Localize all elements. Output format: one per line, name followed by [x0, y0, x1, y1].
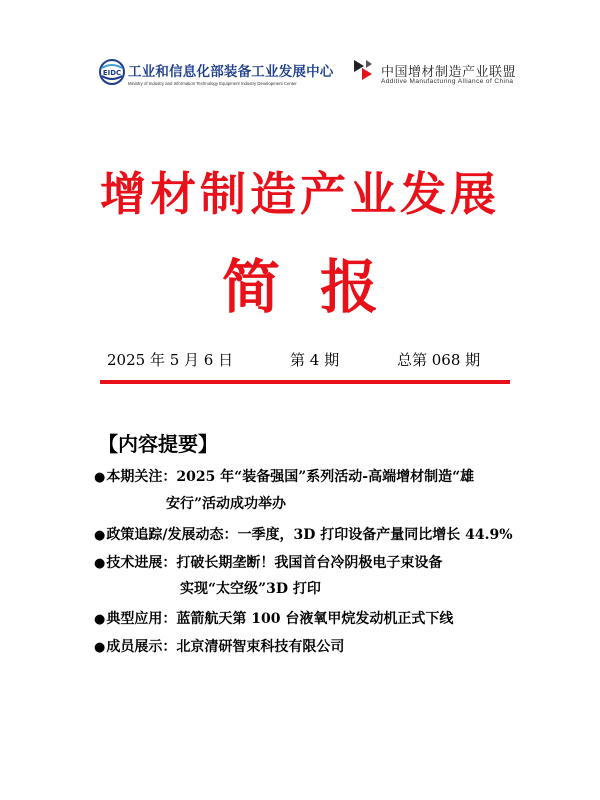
summary-item-text: 一季度，3D 打印设备产量同比增长 44.9% — [237, 527, 513, 543]
bulletin-title: 增材制造产业发展 — [100, 167, 500, 221]
summary-item-category: 政策追踪/发展动态： — [106, 527, 238, 543]
bullet-icon: ● — [94, 640, 106, 655]
bullet-icon: ● — [94, 556, 106, 571]
summary-item — [94, 608, 453, 628]
red-divider — [100, 380, 510, 384]
amac-name-cn: 中国增材制造产业联盟 — [381, 65, 517, 80]
bulletin-subtitle: 简报 — [221, 253, 418, 321]
summary-item-text: 蓝箭航天第 100 台液氧甲烷发动机正式下线 — [176, 611, 454, 627]
summary-item-text: 打破长期垄断！我国首台冷阴极电子束设备 — [176, 555, 443, 571]
eidc-name-en: Ministry of Industry and Information Technology Equipment Industry Development Center — [128, 81, 297, 86]
summary-item — [94, 636, 344, 656]
issue-date: 2025 年 5 月 6 日 — [107, 351, 234, 369]
summary-heading: 【内容提要】 — [98, 432, 218, 456]
eidc-name-cn: 工业和信息化部装备工业发展中心 — [128, 64, 334, 80]
summary-item-category: 技术进展： — [106, 555, 177, 571]
summary-item — [94, 524, 513, 544]
eidc-globe-icon — [98, 58, 126, 86]
amac-emblem-icon — [350, 56, 376, 86]
summary-item-continuation: 安行”活动成功举办 — [166, 496, 287, 512]
amac-logo — [350, 56, 520, 92]
issue-total-number: 总第 068 期 — [397, 351, 481, 369]
eidc-logo — [98, 56, 334, 96]
summary-item-category: 典型应用： — [106, 611, 177, 627]
amac-name-en: Additive Manufacturing Alliance of China — [381, 78, 514, 85]
summary-item — [94, 552, 442, 572]
bullet-icon: ● — [94, 470, 106, 485]
summary-item — [94, 466, 474, 486]
eidc-icon-text: EIDC — [102, 69, 122, 77]
issue-number: 第 4 期 — [290, 351, 340, 369]
bullet-icon: ● — [94, 528, 106, 543]
summary-item-category: 成员展示： — [106, 639, 177, 655]
summary-item-text: 2025 年“装备强国”系列活动-高端增材制造“雄 — [176, 469, 475, 485]
summary-item-continuation: 实现“太空级”3D 打印 — [180, 581, 321, 597]
bullet-icon: ● — [94, 612, 106, 627]
summary-item-category: 本期关注： — [106, 469, 177, 485]
summary-item-text: 北京清研智束科技有限公司 — [176, 639, 345, 655]
